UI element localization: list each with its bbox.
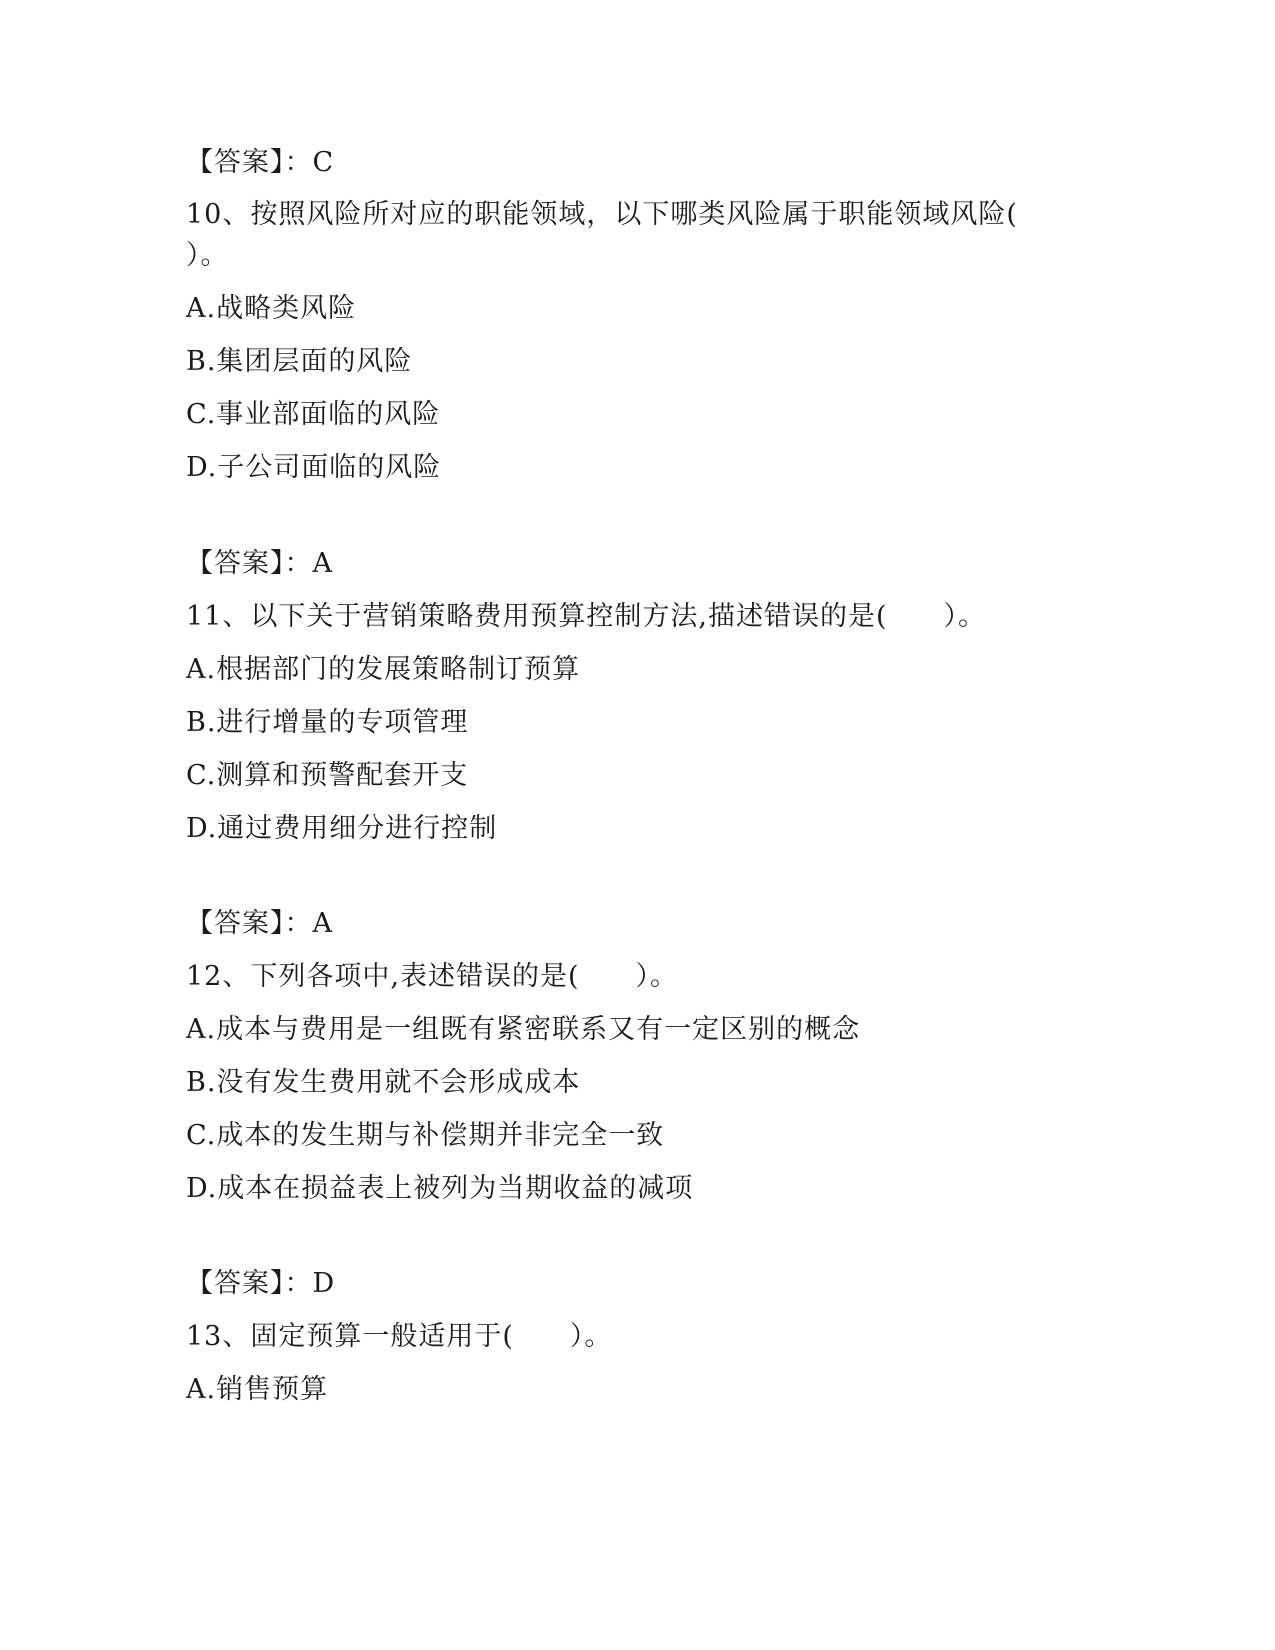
option-a: A.根据部门的发展策略制订预算 (186, 654, 581, 685)
answer-line: 【答案】：A (186, 908, 333, 939)
question-10-line-2: ）。 (186, 240, 229, 271)
question-13: 13、固定预算一般适用于( ）。 (186, 1321, 613, 1352)
option-b: B.没有发生费用就不会形成成本 (186, 1067, 581, 1098)
question-12: 12、下列各项中,表述错误的是( ）。 (186, 961, 678, 992)
question-11: 11、以下关于营销策略费用预算控制方法,描述错误的是( ）。 (186, 601, 986, 632)
answer-line: 【答案】：C (186, 147, 335, 178)
answer-line: 【答案】：D (186, 1268, 336, 1299)
option-a: A.销售预算 (186, 1374, 329, 1405)
option-a: A.成本与费用是一组既有紧密联系又有一定区别的概念 (186, 1014, 861, 1045)
option-c: C.成本的发生期与补偿期并非完全一致 (186, 1120, 665, 1151)
option-b: B.进行增量的专项管理 (186, 707, 469, 738)
option-c: C.测算和预警配套开支 (186, 760, 469, 791)
option-b: B.集团层面的风险 (186, 346, 413, 377)
option-d: D.子公司面临的风险 (186, 452, 442, 483)
option-d: D.成本在损益表上被列为当期收益的减项 (186, 1173, 694, 1204)
option-c: C.事业部面临的风险 (186, 399, 441, 430)
option-d: D.通过费用细分进行控制 (186, 813, 498, 844)
option-a: A.战略类风险 (186, 293, 357, 324)
question-10-line-1: 10、按照风险所对应的职能领域，以下哪类风险属于职能领域风险( (186, 199, 1018, 230)
answer-line: 【答案】：A (186, 548, 333, 579)
